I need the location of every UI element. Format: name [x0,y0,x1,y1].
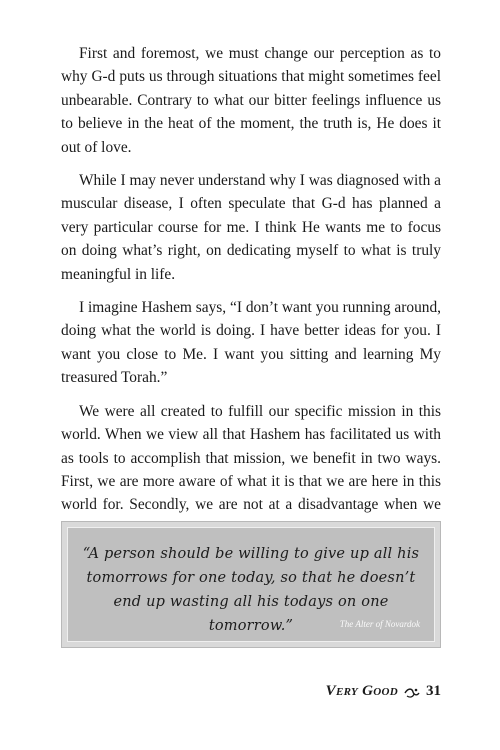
pull-quote-box [61,521,441,648]
fleuron-icon [404,686,420,698]
paragraph-2: While I may never understand why I was diagnosed with a muscular disease, I often speculate that G-d has planned a very particular course for me. I think He wants me to focus on doing what’s right, on dedicating myself to what is truly meaningful in life. [61,172,441,283]
page-number: 31 [426,683,441,699]
pull-quote-text: “A person should be willing to give up all his tomorrows for one today, so that he doesn’t end up wasting all his todays on one tomorrow.” [82,546,420,634]
paragraph-3: I imagine Hashem says, “I don’t want you running around, doing what the world is doing. I have better ideas for you. I want you close to Me. I want you sitting and learning My treasured Torah.” [61,299,441,387]
running-footer-title: Very Good [325,683,398,699]
paragraph-4: We were all created to fulfill our specific mission in this world. When we view all that Hashem has facilitated us with as tools to accomplish that mission, we benefit in two ways. First, we are more aware of what it is that we are here in this world for. Secondly, we are not at a disadvantage when we [61,402,441,514]
pull-quote-attribution: The Alter of Novardok [339,619,420,629]
page-footer [326,683,441,700]
body-text [61,42,441,550]
paragraph-1: First and foremost, we must change our perception as to why G-d puts us through situations that might sometimes feel unbearable. Contrary to what our bitter feelings influence us to believe in the heat of the moment, the truth is, He does it out of love. [61,45,441,156]
pull-quote-inner [67,527,435,642]
